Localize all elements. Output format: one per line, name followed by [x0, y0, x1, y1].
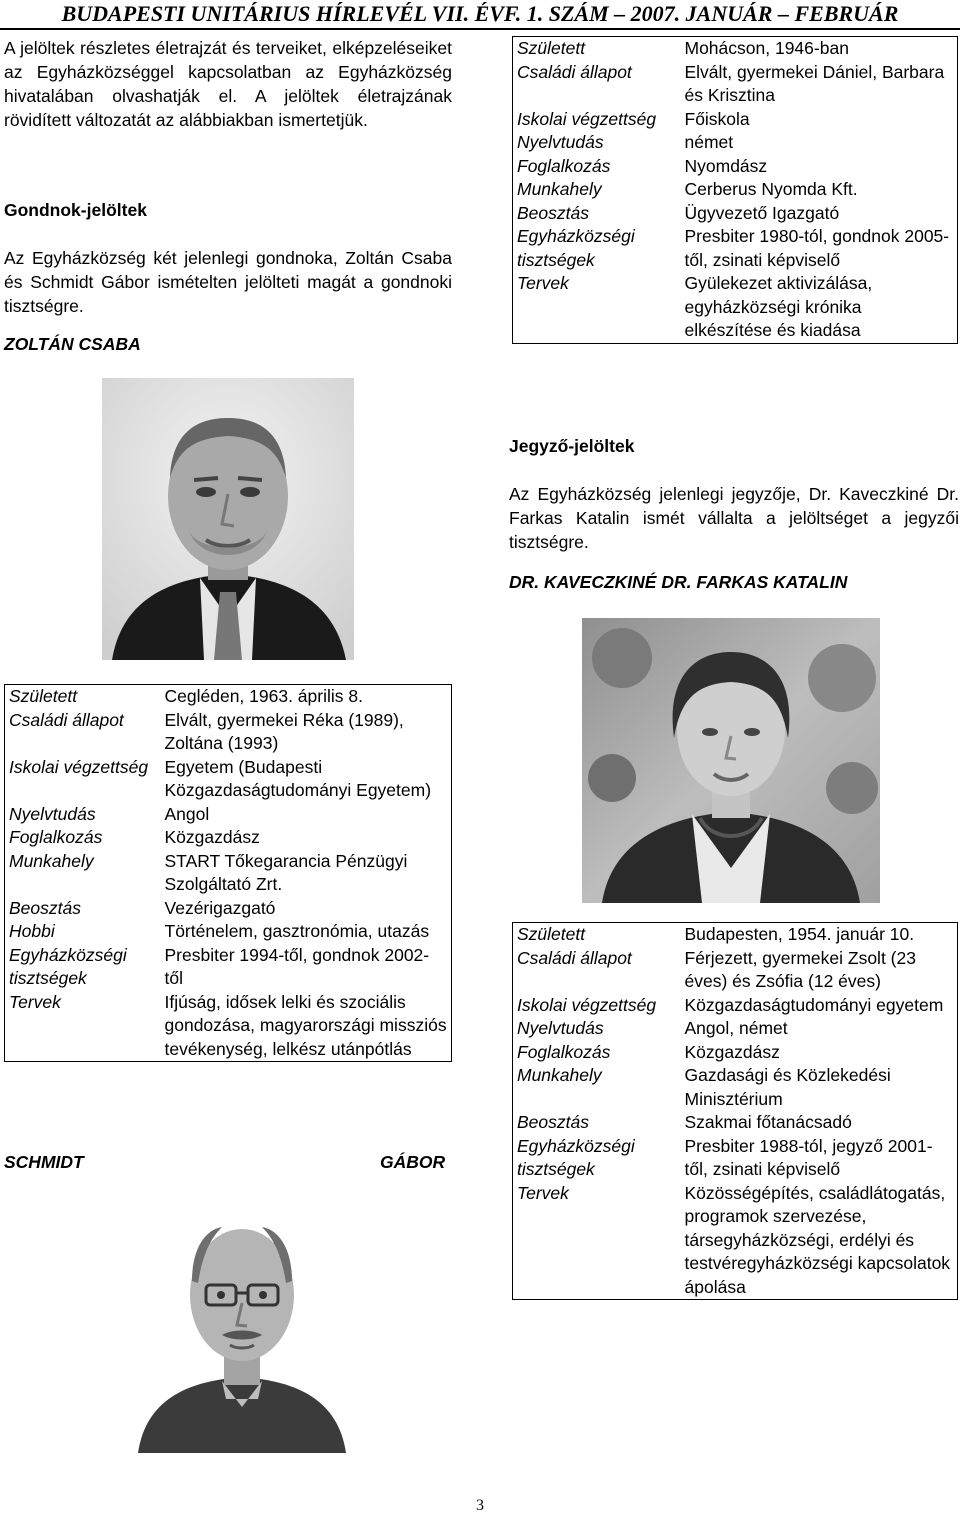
- info-value: Közösségépítés, családlátogatás, programok szervezése, társegyházközségi, erdélyi és testvéregyházközségi kapcsolatok ápolása: [684, 1182, 951, 1297]
- header-rule: [0, 28, 960, 30]
- info-label: Született: [517, 38, 586, 58]
- info-label: Iskolai végzettség: [517, 108, 657, 129]
- info-row: [5, 944, 452, 991]
- info-label: Foglalkozás: [517, 155, 611, 176]
- info-row: [513, 994, 958, 1018]
- info-value: német: [684, 132, 734, 152]
- info-value: START Tőkegarancia Pénzügyi Szolgáltató Zrt.: [164, 850, 408, 894]
- kaveczkine-name: DR. KAVECZKINÉ DR. FARKAS KATALIN: [509, 572, 848, 592]
- info-row: [513, 155, 958, 179]
- intro-paragraph: A jelöltek részletes életrajzát és terveiket, elképzeléseiket az Egyházközséggel kapcsolatban az Egyházközség hivatalában olvashatják el. A jelöltek életrajzának rövidített változatát az alábbiakban ismertetjük.: [4, 38, 452, 130]
- info-label: Tervek: [517, 1182, 569, 1203]
- page-number: 3: [476, 1497, 484, 1514]
- jegyzo-heading: Jegyző-jelöltek: [509, 436, 635, 456]
- info-label: Iskolai végzettség: [9, 756, 149, 777]
- newsletter-title: BUDAPESTI UNITÁRIUS HÍRLEVÉL VII. ÉVF. 1. SZÁM – 2007. JANUÁR – FEBRUÁR: [61, 1, 899, 26]
- info-label: Családi állapot: [517, 947, 632, 968]
- info-row: [513, 1041, 958, 1065]
- info-row: [513, 108, 958, 132]
- info-value: Gazdasági és Közlekedési Minisztérium: [684, 1065, 891, 1109]
- info-row: [513, 1017, 958, 1041]
- info-label: Tervek: [9, 991, 61, 1012]
- info-row: [5, 850, 452, 897]
- info-row: [513, 272, 958, 343]
- gondnok-paragraph: Az Egyházközség két jelenlegi gondnoka, Zoltán Csaba és Schmidt Gábor ismételten jelölteti magát a gondnoki tisztségre.: [4, 248, 452, 316]
- kaveczkine-info-table: [512, 922, 958, 1300]
- info-value: Ügyvezető Igazgató: [684, 202, 840, 223]
- kaveczkine-photo: [582, 618, 880, 903]
- info-value: Közgazdász: [684, 1041, 780, 1062]
- info-label: Családi állapot: [9, 709, 124, 730]
- info-row: [5, 709, 452, 756]
- info-value: Közgazdaságtudományi egyetem: [684, 994, 944, 1015]
- schmidt-first-name: SCHMIDT: [4, 1152, 84, 1172]
- info-row: [513, 202, 958, 226]
- info-row: [5, 897, 452, 921]
- info-label: Egyházközségi tisztségek: [9, 944, 127, 988]
- info-label: Beosztás: [517, 202, 589, 223]
- info-row: [513, 61, 958, 108]
- info-label: Munkahely: [517, 179, 602, 199]
- info-row: [513, 1182, 958, 1300]
- info-value: Főiskola: [684, 108, 750, 129]
- info-label: Foglalkozás: [9, 827, 103, 847]
- info-label: Egyházközségi tisztségek: [517, 1135, 635, 1179]
- zoltan-info-table: [512, 36, 958, 344]
- info-value: Cegléden, 1963. április 8.: [164, 686, 363, 706]
- info-row: [513, 178, 958, 202]
- info-value: Elvált, gyermekei Réka (1989), Zoltána (1993): [164, 709, 404, 753]
- info-value: Férjezett, gyermekei Zsolt (23 éves) és Zsófia (12 éves): [684, 947, 916, 991]
- info-value: Szakmai főtanácsadó: [684, 1112, 852, 1132]
- info-row: [5, 803, 452, 827]
- info-label: Foglalkozás: [517, 1041, 611, 1062]
- info-value: Angol: [164, 803, 210, 824]
- info-value: Történelem, gasztronómia, utazás: [164, 921, 430, 941]
- info-value: Gyülekezet aktivizálása, egyházközségi krónika elkészítése és kiadása: [684, 273, 873, 340]
- info-value: Presbiter 1980-tól, gondnok 2005-től, zsinati képviselő: [684, 226, 950, 270]
- jegyzo-paragraph: Az Egyházközség jelenlegi jegyzője, Dr. Kaveczkiné Dr. Farkas Katalin ismét vállalta a jelöltséget a jegyzői tisztségre.: [509, 484, 959, 552]
- info-row: [513, 947, 958, 994]
- info-value: Presbiter 1994-től, gondnok 2002-től: [164, 944, 430, 988]
- info-row: [5, 685, 452, 709]
- page-header: [0, 0, 960, 30]
- info-label: Nyelvtudás: [517, 132, 604, 152]
- info-label: Született: [517, 924, 586, 944]
- info-value: Ifjúság, idősek lelki és szociális gondozása, magyarországi missziós tevékenység, lelkész utánpótlás: [164, 991, 447, 1059]
- info-label: Tervek: [517, 273, 569, 293]
- schmidt-last-name: GÁBOR: [380, 1152, 446, 1172]
- info-value: Budapesten, 1954. január 10.: [684, 924, 915, 944]
- info-label: Iskolai végzettség: [517, 994, 657, 1015]
- info-value: Nyomdász: [684, 155, 768, 176]
- info-label: Hobbi: [9, 921, 55, 941]
- zoltan-photo: [102, 378, 354, 660]
- info-label: Munkahely: [517, 1065, 602, 1085]
- info-label: Munkahely: [9, 850, 94, 871]
- info-row: [513, 1135, 958, 1182]
- info-label: Egyházközségi tisztségek: [517, 226, 635, 270]
- info-value: Presbiter 1988-tól, jegyző 2001-től, zsinati képviselő: [684, 1135, 933, 1179]
- info-row: [513, 37, 958, 61]
- info-row: [513, 225, 958, 272]
- info-value: Vezérigazgató: [164, 897, 276, 918]
- gondnok-heading: Gondnok-jelöltek: [4, 200, 147, 220]
- info-label: Beosztás: [517, 1112, 589, 1132]
- info-label: Beosztás: [9, 897, 81, 918]
- info-value: Mohácson, 1946-ban: [684, 38, 849, 58]
- info-label: Nyelvtudás: [9, 803, 96, 824]
- info-row: [5, 991, 452, 1062]
- info-label: Nyelvtudás: [517, 1018, 604, 1038]
- info-label: Született: [9, 686, 78, 706]
- zoltan-name: ZOLTÁN CSABA: [4, 334, 141, 354]
- info-row: [513, 1111, 958, 1135]
- info-value: Angol, német: [684, 1018, 788, 1038]
- info-row: [513, 1064, 958, 1111]
- info-row: [5, 920, 452, 944]
- info-value: Egyetem (Budapesti Közgazdaságtudományi Egyetem): [164, 756, 432, 800]
- info-row: [513, 131, 958, 155]
- info-label: Családi állapot: [517, 61, 632, 82]
- info-row: [5, 826, 452, 850]
- info-row: [5, 756, 452, 803]
- info-value: Közgazdász: [164, 827, 260, 847]
- info-value: Elvált, gyermekei Dániel, Barbara és Krisztina: [684, 61, 945, 105]
- schmidt-photo: [138, 1185, 346, 1453]
- schmidt-info-table: [4, 684, 452, 1062]
- info-row: [513, 923, 958, 947]
- info-value: Cerberus Nyomda Kft.: [684, 179, 858, 199]
